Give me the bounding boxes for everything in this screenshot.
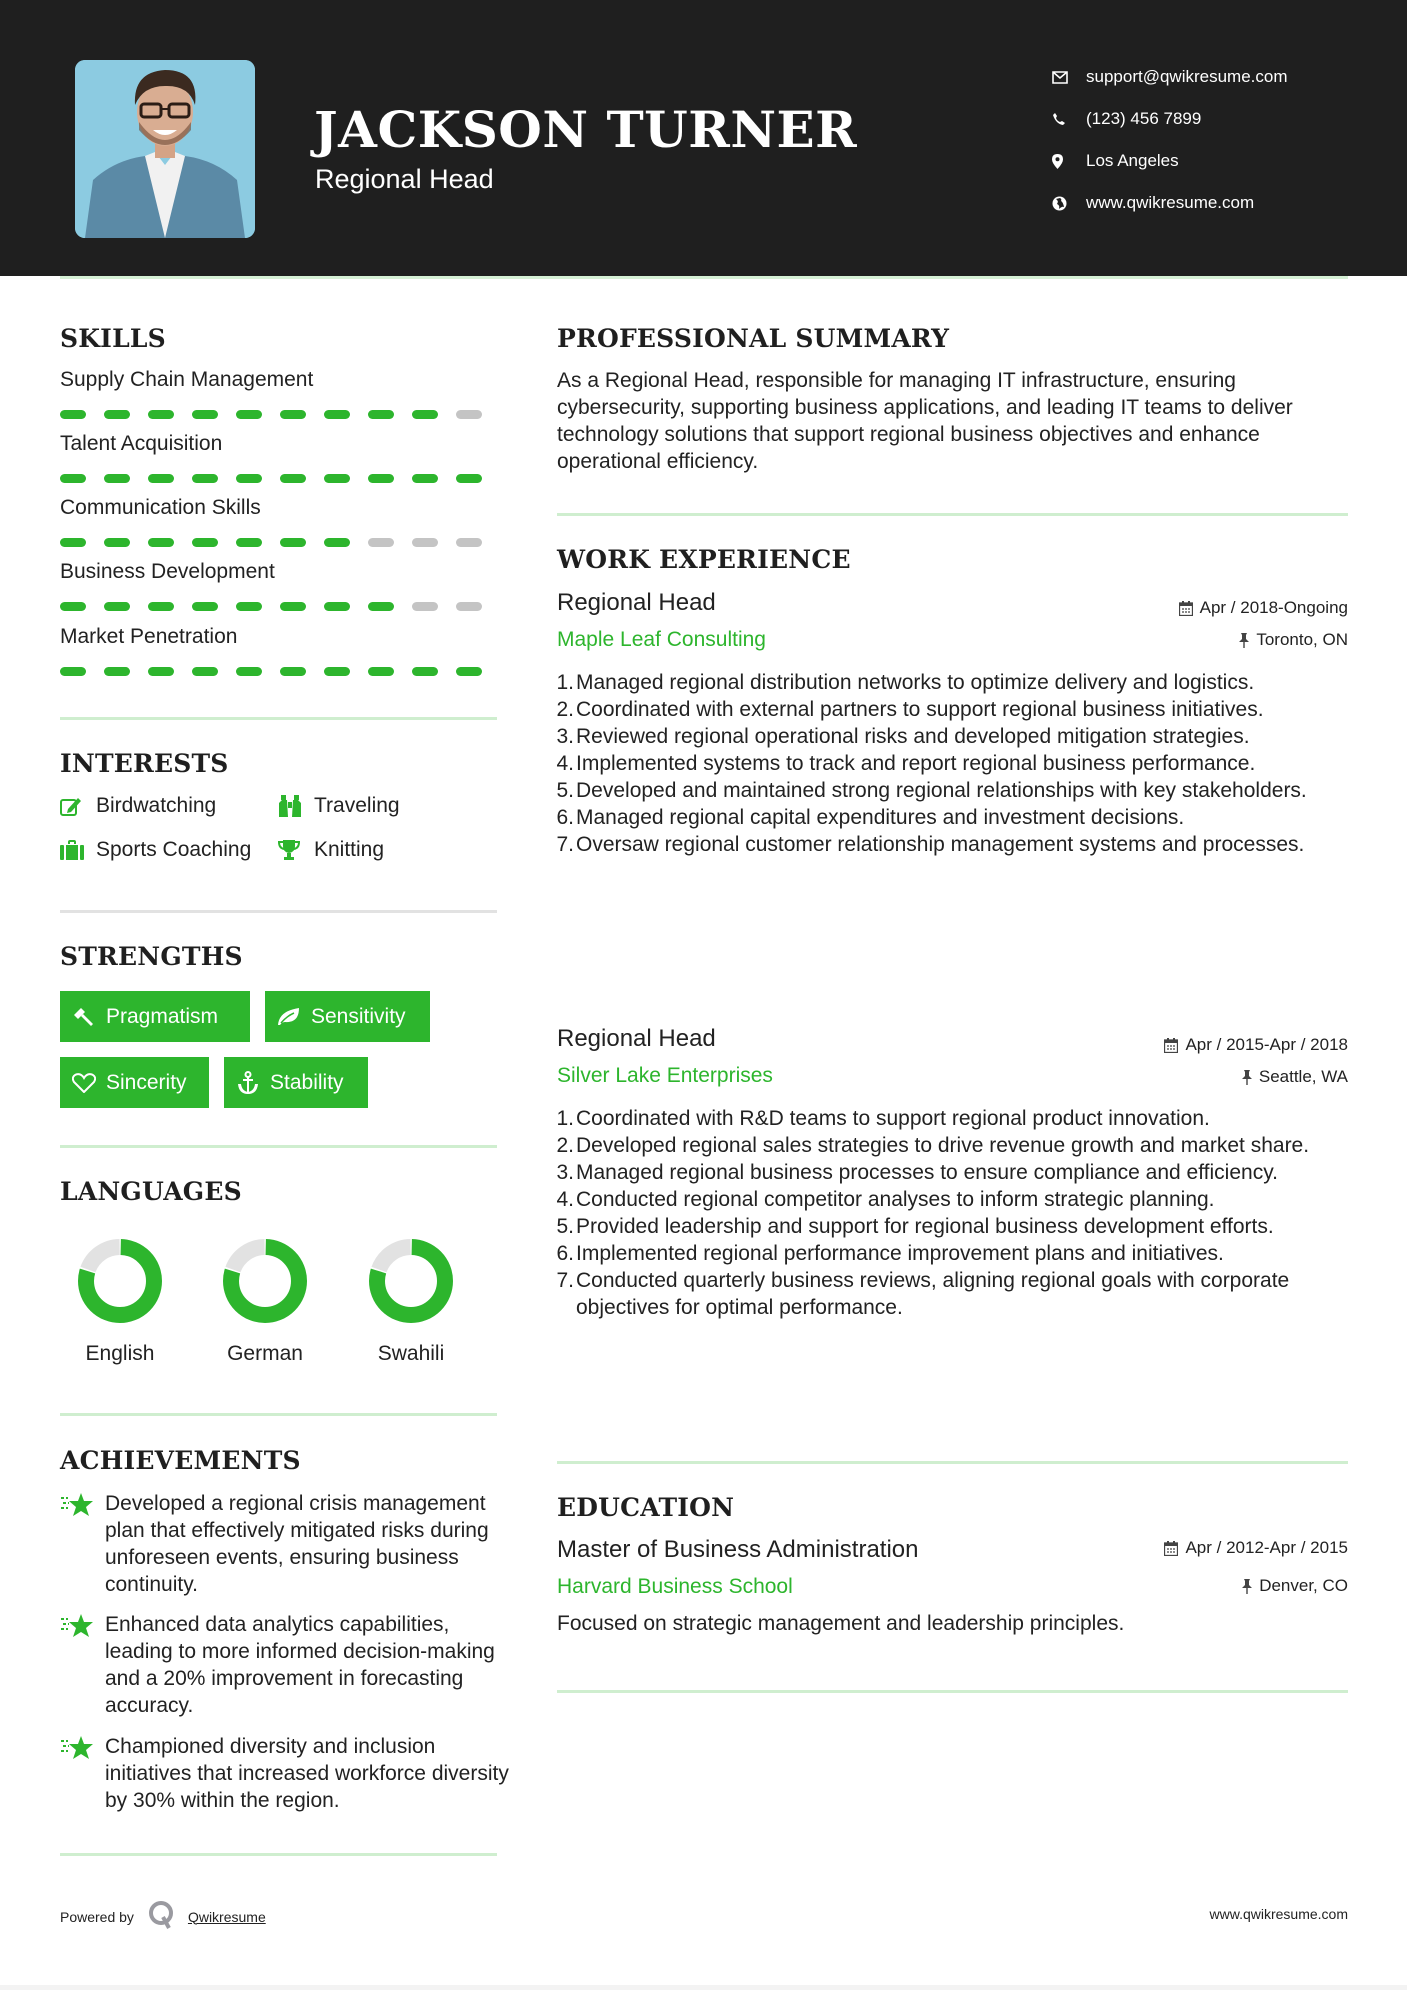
section-divider [60,1145,497,1148]
rating-dash-filled [60,410,86,419]
pushpin-icon [1239,633,1249,648]
interest-item [278,794,400,818]
skill-label: Supply Chain Management [60,368,314,391]
language-label: English [85,1342,155,1365]
duty-item [556,1186,1356,1213]
job-dates [1179,598,1348,618]
rating-dash-filled [148,602,174,611]
rating-dash-filled [192,602,218,611]
qwikresume-link[interactable]: Qwikresume [187,1908,266,1925]
rating-dash-filled [456,667,482,676]
edit-icon [60,796,96,816]
strength-badge [60,991,250,1042]
rating-dash-filled [60,602,86,611]
rating-dash-filled [324,667,350,676]
pushpin-icon [1242,1579,1252,1594]
interest-item [60,794,216,818]
candidate-title: Regional Head [315,164,494,194]
resume-header [0,0,1407,276]
duty-number: 3. [556,725,574,748]
page-bottom-edge [0,1985,1407,1990]
contact-website[interactable] [1050,182,1288,224]
duty-text: Implemented regional performance improvement plans and initiatives. [576,1242,1224,1265]
section-divider [60,1853,497,1856]
duty-item [556,1240,1356,1267]
language-donut [222,1238,308,1324]
education-location [1242,1576,1348,1596]
rating-dash-filled [104,410,130,419]
skill-rating [60,602,500,611]
job-title: Regional Head [557,1025,716,1052]
rating-dash-filled [236,538,262,547]
job-location-text: Toronto, ON [1256,630,1348,649]
skill-label: Business Development [60,560,275,583]
achievement-text: Developed a regional crisis management plan that effectively mitigated risks during unforeseen events, ensuring business continuity. [105,1492,489,1596]
language-label: German [227,1342,303,1365]
star-icon [60,1490,105,1598]
skill-rating [60,410,500,419]
rating-dash-empty [456,538,482,547]
duty-text: Oversaw regional customer relationship management systems and processes. [576,833,1305,856]
rating-dash-filled [324,602,350,611]
rating-dash-filled [280,667,306,676]
interest-label: Knitting [314,838,385,861]
rating-dash-filled [236,602,262,611]
heart-icon [72,1073,106,1093]
contact-email[interactable] [1050,56,1288,98]
leaf-icon [277,1007,311,1027]
rating-dash-filled [104,667,130,676]
header-divider [60,276,1348,279]
rating-dash-filled [60,667,86,676]
rating-dash-filled [148,538,174,547]
achievement-text: Enhanced data analytics capabilities, leading to more informed decision-making and a 20% improvement in forecasting accuracy. [105,1613,495,1717]
education-dates-text: Apr / 2012-Apr / 2015 [1185,1538,1348,1557]
qwikresume-logo-icon [148,1900,176,1933]
duty-item [556,1213,1356,1240]
section-divider [557,513,1348,516]
experience-heading: WORK EXPERIENCE [557,545,851,574]
education-heading: EDUCATION [557,1493,735,1522]
star-icon [60,1611,105,1719]
language-donut [368,1238,454,1324]
duty-number: 5. [556,1215,574,1238]
duty-text: Coordinated with R&D teams to support regional product innovation. [576,1107,1210,1130]
rating-dash-filled [236,410,262,419]
education-description: Focused on strategic management and leadership principles. [557,1612,1125,1635]
duty-text: Managed regional business processes to ensure compliance and efficiency. [576,1161,1278,1184]
achievement-item [60,1733,510,1814]
duty-text: Managed regional capital expenditures and investment decisions. [576,806,1185,829]
duty-item [556,696,1356,723]
rating-dash-filled [412,667,438,676]
job-dates [1164,1035,1348,1055]
rating-dash-filled [324,538,350,547]
job-location-text: Seattle, WA [1258,1067,1348,1086]
skill-item [60,625,500,676]
interest-item [60,838,251,862]
achievement-item [60,1490,510,1598]
strength-badge [60,1057,209,1108]
strength-label: Sensitivity [311,1004,406,1028]
candidate-name: JACKSON TURNER [314,100,858,159]
duty-item [556,1105,1356,1132]
duty-text: Conducted quarterly business reviews, aligning regional goals with corporate objectives for optimal performance. [576,1269,1290,1319]
skills-heading: SKILLS [60,324,166,353]
gavel-icon [72,1006,106,1028]
duty-text: Managed regional distribution networks to optimize delivery and logistics. [576,671,1255,694]
rating-dash-empty [368,538,394,547]
job-location [1242,1067,1348,1087]
skill-rating [60,474,500,483]
duty-item [556,723,1356,750]
rating-dash-empty [456,410,482,419]
footer-website-link[interactable]: www.qwikresume.com [1209,1906,1348,1922]
rating-dash-filled [368,474,394,483]
duty-text: Conducted regional competitor analyses to inform strategic planning. [576,1188,1215,1211]
rating-dash-filled [148,474,174,483]
education-location-text: Denver, CO [1259,1576,1348,1595]
rating-dash-empty [456,602,482,611]
contact-location-text: Los Angeles [1086,151,1179,170]
interest-label: Sports Coaching [96,838,252,861]
language-item [60,1238,180,1366]
binoculars-icon [278,795,314,817]
section-divider [60,717,497,720]
duty-number: 7. [556,1269,574,1292]
skill-item [60,560,500,611]
skill-label: Talent Acquisition [60,432,223,455]
rating-dash-filled [192,410,218,419]
rating-dash-filled [148,410,174,419]
language-item [351,1238,471,1366]
calendar-icon [1179,601,1193,616]
rating-dash-filled [412,410,438,419]
duty-text: Reviewed regional operational risks and developed mitigation strategies. [576,725,1250,748]
rating-dash-empty [412,538,438,547]
interest-label: Traveling [314,794,400,817]
strength-badge [265,991,430,1042]
degree-title: Master of Business Administration [557,1536,919,1563]
job-dates-text: Apr / 2015-Apr / 2018 [1185,1035,1348,1054]
duty-text: Developed and maintained strong regional relationships with key stakeholders. [576,779,1307,802]
skill-label: Market Penetration [60,625,238,648]
school-name: Harvard Business School [557,1575,793,1598]
pushpin-icon [1242,1070,1252,1085]
trophy-icon [278,839,314,861]
globe-icon [1050,196,1086,211]
skill-item [60,496,500,547]
section-divider [60,910,497,913]
job-location [1239,630,1348,650]
footer-powered-by [60,1900,266,1933]
strength-badge [224,1057,368,1108]
duty-item [556,1267,1356,1321]
duty-item [556,1132,1356,1159]
phone-icon [1050,112,1086,126]
skill-rating [60,667,500,676]
map-marker-icon [1050,154,1086,169]
job-dates-text: Apr / 2018-Ongoing [1199,598,1348,617]
rating-dash-filled [280,602,306,611]
rating-dash-filled [412,474,438,483]
achievement-item [60,1611,510,1719]
skill-rating [60,538,500,547]
skill-item [60,368,500,419]
duty-number: 7. [556,833,574,856]
section-divider [557,1690,1348,1693]
rating-dash-filled [104,538,130,547]
rating-dash-filled [368,667,394,676]
contact-location [1050,140,1288,182]
duty-item [556,804,1356,831]
job-duties-list [556,1105,1356,1321]
skill-label: Communication Skills [60,496,261,519]
strength-label: Stability [270,1070,344,1094]
job-duties-list [556,669,1356,858]
contact-list [1050,56,1288,224]
strength-label: Pragmatism [106,1004,219,1028]
achievements-heading: ACHIEVEMENTS [60,1446,301,1475]
company-name: Silver Lake Enterprises [557,1064,773,1087]
duty-number: 5. [556,779,574,802]
summary-heading: PROFESSIONAL SUMMARY [557,324,950,353]
education-dates [1164,1538,1348,1558]
powered-by-text: Powered by [60,1908,134,1925]
duty-text: Coordinated with external partners to support regional business initiatives. [576,698,1264,721]
strengths-heading: STRENGTHS [60,942,243,971]
rating-dash-filled [192,474,218,483]
interest-item [278,838,384,862]
interest-label: Birdwatching [96,794,217,817]
contact-email-text: support@qwikresume.com [1086,67,1288,86]
rating-dash-filled [324,474,350,483]
envelope-icon [1050,71,1086,84]
duty-text: Developed regional sales strategies to drive revenue growth and market share. [576,1134,1310,1157]
rating-dash-filled [192,667,218,676]
language-label: Swahili [377,1342,445,1365]
rating-dash-filled [104,602,130,611]
rating-dash-filled [324,410,350,419]
duty-item [556,669,1356,696]
calendar-icon [1164,1038,1178,1053]
section-divider [557,1461,1348,1464]
rating-dash-filled [236,474,262,483]
rating-dash-filled [60,538,86,547]
rating-dash-filled [148,667,174,676]
rating-dash-filled [280,538,306,547]
company-name: Maple Leaf Consulting [557,628,766,651]
duty-item [556,1159,1356,1186]
rating-dash-filled [236,667,262,676]
duty-number: 1. [556,1107,574,1130]
duty-text: Provided leadership and support for regional business development efforts. [576,1215,1274,1238]
duty-number: 1. [556,671,574,694]
rating-dash-empty [412,602,438,611]
summary-text: As a Regional Head, responsible for managing IT infrastructure, ensuring cybersecurity, supporting business applications, and leading IT teams to deliver technology solutions that support regional business objectives and enhance operational efficiency. [557,369,1293,473]
duty-item [556,777,1356,804]
duty-number: 6. [556,1242,574,1265]
rating-dash-filled [60,474,86,483]
skill-item [60,432,500,483]
calendar-icon [1164,1541,1178,1556]
section-divider [60,1413,497,1416]
duty-text: Implemented systems to track and report regional business performance. [576,752,1256,775]
rating-dash-filled [456,474,482,483]
interests-heading: INTERESTS [60,749,229,778]
achievement-text: Championed diversity and inclusion initiatives that increased workforce diversity by 30% within the region. [105,1735,509,1812]
duty-item [556,750,1356,777]
star-icon [60,1733,105,1814]
duty-number: 2. [556,1134,574,1157]
suitcase-icon [60,840,96,860]
duty-number: 6. [556,806,574,829]
strength-label: Sincerity [106,1070,187,1094]
rating-dash-filled [104,474,130,483]
anchor-icon [236,1071,270,1095]
duty-number: 4. [556,752,574,775]
duty-number: 4. [556,1188,574,1211]
duty-number: 3. [556,1161,574,1184]
contact-website-text: www.qwikresume.com [1086,193,1255,212]
rating-dash-filled [368,602,394,611]
job-title: Regional Head [557,589,716,616]
duty-item [556,831,1356,858]
rating-dash-filled [192,538,218,547]
rating-dash-filled [280,474,306,483]
duty-number: 2. [556,698,574,721]
contact-phone[interactable] [1050,98,1288,140]
rating-dash-filled [280,410,306,419]
contact-phone-text: (123) 456 7899 [1086,109,1202,128]
languages-heading: LANGUAGES [60,1177,242,1206]
profile-photo [75,60,255,238]
language-donut [77,1238,163,1324]
language-item [205,1238,325,1366]
rating-dash-filled [368,410,394,419]
